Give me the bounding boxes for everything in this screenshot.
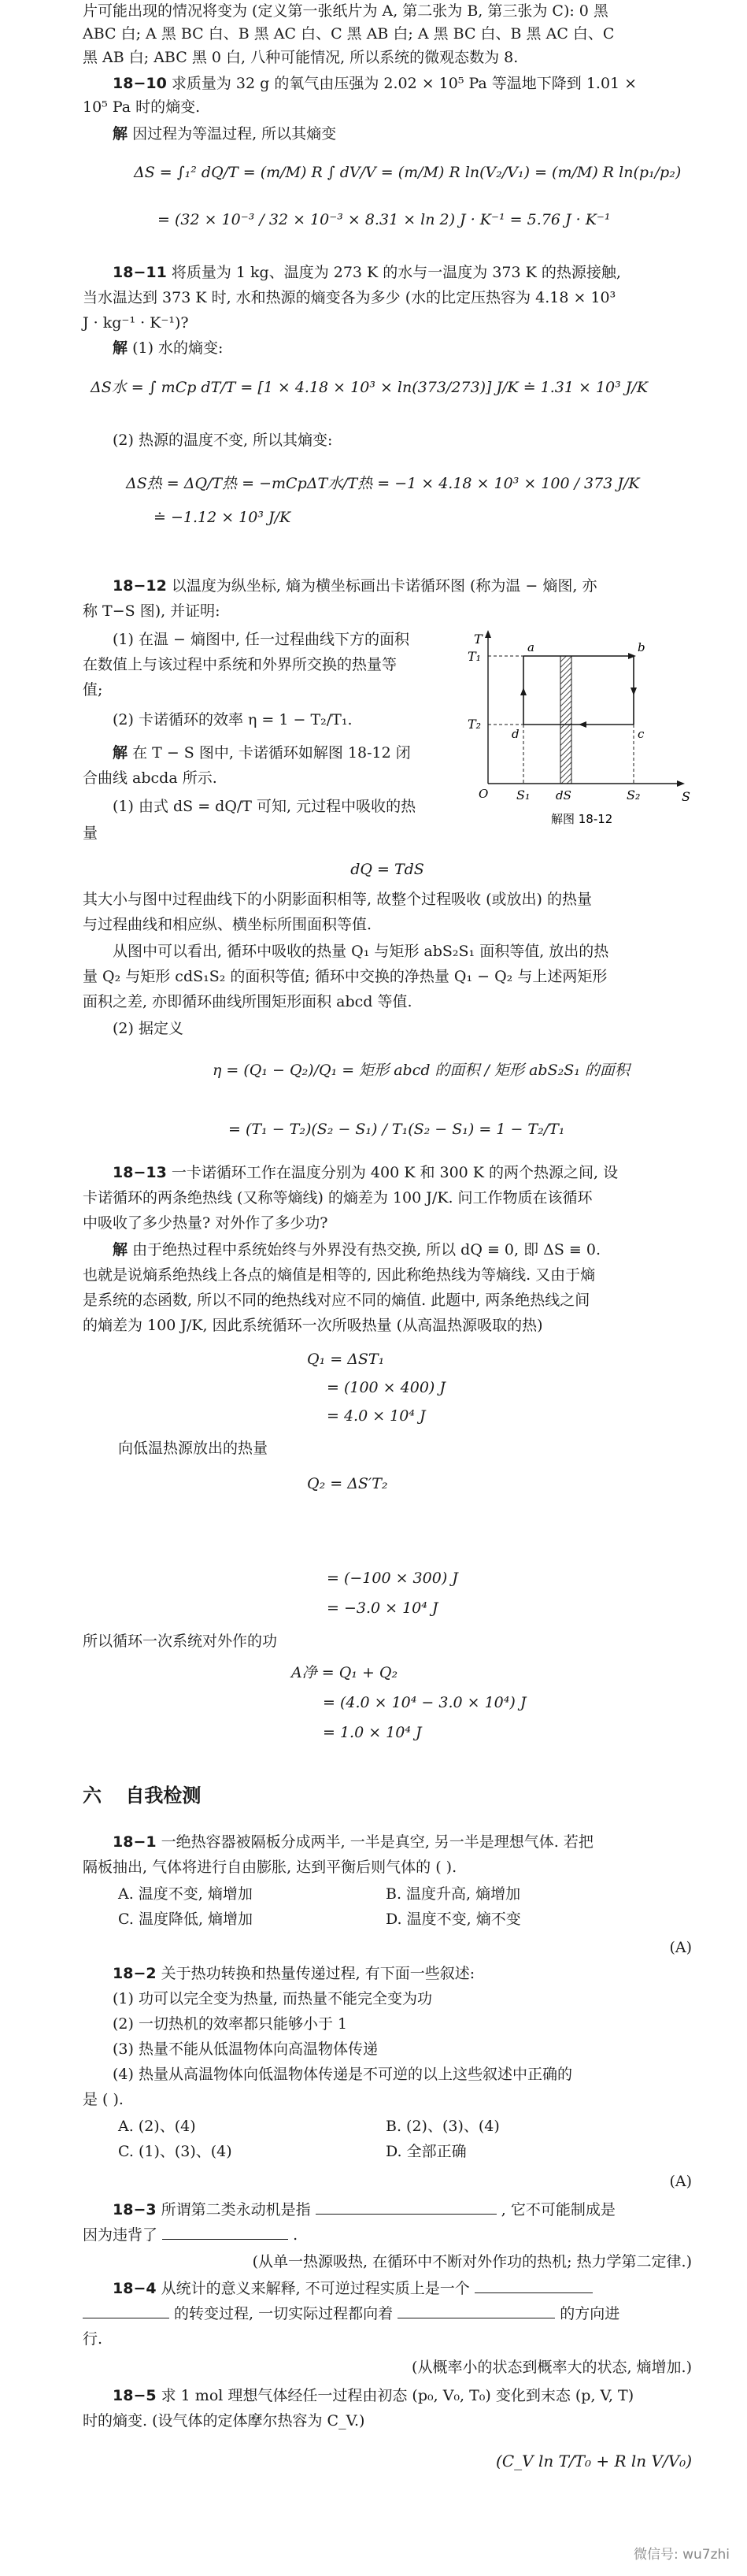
question-number: 18−3 [113, 2201, 157, 2218]
question-number: 18−1 [113, 1833, 157, 1851]
solution-label: 解 [113, 744, 128, 762]
t-axis-arrow-icon [485, 630, 491, 638]
equation: η = (Q₁ − Q₂)/Q₁ = 矩形 abcd 的面积 / 矩形 abS₂S₁ 的面积 [213, 1062, 630, 1079]
answer: (从概率小的状态到概率大的状态, 熵增加.) [412, 2359, 692, 2376]
solution-text-3: (1) 由式 dS = dQ/T 可知, 元过程中吸收的热 [113, 798, 416, 815]
problem-18-11 [83, 261, 692, 284]
arrow-da-icon [520, 688, 527, 695]
problem-number: 18−10 [113, 75, 167, 92]
paragraph: 面积之差, 亦即循环曲线所围矩形面积 abcd 等值. [83, 993, 412, 1010]
label-T: T [474, 632, 483, 647]
blank[interactable] [475, 2292, 593, 2293]
s-axis-arrow-icon [677, 780, 685, 787]
arrow-bc-icon [631, 688, 637, 695]
paragraph: 其大小与图中过程曲线下的小阴影面积相等, 故整个过程吸收 (或放出) 的热量 [83, 891, 592, 908]
equation: A净 = Q₁ + Q₂ [291, 1664, 398, 1681]
question-18-2 [83, 1963, 692, 1985]
label-T1: T₁ [468, 649, 482, 664]
solution-text-2: (2) 热源的温度不变, 所以其熵变: [113, 432, 333, 449]
problem-text: 将质量为 1 kg、温度为 273 K 的水与一温度为 373 K 的热源接触, [171, 264, 621, 281]
answer: (从单一热源吸热, 在循环中不断对外作功的热机; 热力学第二定律.) [252, 2253, 692, 2270]
question-18-3 [83, 2199, 692, 2222]
problem-text: 求质量为 32 g 的氧气由压强为 2.02 × 10⁵ Pa 等温地下降到 1.01 × [171, 75, 638, 92]
question-text-2: 时的熵变. (设气体的定体摩尔热容为 C_V.) [83, 2412, 365, 2430]
equation: = (T₁ − T₂)(S₂ − S₁) / T₁(S₂ − S₁) = 1 − T₂/T₁ [228, 1121, 565, 1138]
question-text: 关于热功转换和热量传递过程, 有下面一些叙述: [161, 1965, 475, 1982]
paragraph: 量 Q₂ 与矩形 cdS₁S₂ 的面积等值; 循环中交换的净热量 Q₁ − Q₂ 与上述两矩形 [83, 968, 608, 985]
solution-text: 也就是说熵系绝热线上各点的熵值是相等的, 因此称绝热线为等熵线. 又由于熵 [83, 1266, 596, 1284]
problem-text-2: 当水温达到 373 K 时, 水和热源的熵变各为多少 (水的比定压热容为 4.18 × 10³ [83, 289, 616, 306]
equation: ΔS热 = ΔQ/T热 = −mCpΔT水/T热 = −1 × 4.18 × 10³ × 100 / 373 J/K [126, 475, 640, 492]
problem-text-3: 中吸收了多少热量? 对外作了多少功? [83, 1214, 328, 1232]
answer: (C_V ln T/T₀ + R ln V/V₀) [496, 2452, 692, 2470]
option-b: B. 温度升高, 熵增加 [386, 1885, 521, 1903]
option-d: D. 全部正确 [386, 2143, 467, 2160]
problem-number: 18−13 [113, 1164, 167, 1181]
paragraph: 向低温热源放出的热量 [118, 1440, 268, 1457]
problem-text-3: J · kg⁻¹ · K⁻¹)? [83, 314, 189, 332]
problem-text-2: 10⁵ Pa 时的熵变. [83, 98, 201, 116]
equation: ΔS水 = ∫ mCp dT/T = [1 × 4.18 × 10³ × ln(373/273)] J/K ≐ 1.31 × 10³ J/K [91, 379, 649, 396]
label-a: a [527, 640, 534, 654]
solution-label: 解 [113, 339, 128, 357]
watermark: 微信号: wu7zhi [633, 2546, 730, 2563]
question-text: 从统计的意义来解释, 不可逆过程实质上是一个 [161, 2280, 470, 2297]
equation: ≐ −1.12 × 10³ J/K [153, 509, 291, 526]
problem-text: 以温度为纵坐标, 熵为横坐标画出卡诺循环图 (称为温 − 熵图, 亦 [171, 577, 597, 595]
ds-strip [560, 656, 571, 784]
problem-18-10 [83, 72, 692, 95]
statement-2: (2) 一切热机的效率都只能够小于 1 [113, 2015, 348, 2033]
equation: = 4.0 × 10⁴ J [327, 1407, 426, 1425]
paragraph: (2) 据定义 [113, 1020, 183, 1037]
equation: = (32 × 10⁻³ / 32 × 10⁻³ × 8.31 × ln 2) J · K⁻¹ = 5.76 J · K⁻¹ [157, 211, 611, 228]
item-2: (2) 卡诺循环的效率 η = 1 − T₂/T₁. [113, 711, 353, 728]
label-b: b [638, 640, 645, 654]
paragraph: 所以循环一次系统对外作的功 [83, 1633, 278, 1650]
solution-text: (1) 水的熵变: [132, 339, 224, 357]
question-18-1 [83, 1831, 692, 1854]
solution-18-11 [83, 337, 692, 360]
problem-18-13 [83, 1162, 692, 1184]
equation: = (4.0 × 10⁴ − 3.0 × 10⁴) J [323, 1694, 527, 1711]
solution-text: 是系统的态函数, 所以不同的绝热线对应不同的熵值. 此题中, 两条绝热线之间 [83, 1292, 590, 1309]
section-number: 六 [83, 1785, 102, 1807]
question-text-3: 行. [83, 2330, 103, 2348]
top-line-2: ABC 白; A 黑 BC 白、B 黑 AC 白、C 黑 AB 白; A 黑 BC 白、B 黑 AC 白、C [83, 25, 615, 43]
option-b: B. (2)、(3)、(4) [386, 2118, 500, 2135]
statement-3: (3) 热量不能从低温物体向高温物体传递 [113, 2040, 378, 2058]
equation: = (100 × 400) J [327, 1379, 446, 1396]
blank[interactable] [162, 2239, 288, 2240]
answer: (A) [669, 2173, 692, 2190]
label-c: c [638, 727, 645, 741]
label-S: S [682, 789, 690, 804]
problem-18-12 [83, 575, 692, 598]
question-text-2: 隔板抽出, 气体将进行自由膨胀, 达到平衡后则气体的 ( ). [83, 1859, 457, 1876]
question-text: 求 1 mol 理想气体经任一过程由初态 (p₀, V₀, T₀) 变化到末态 (p, V, T) [161, 2387, 634, 2404]
label-d: d [512, 727, 520, 741]
option-a: A. (2)、(4) [118, 2118, 196, 2135]
statement-4: (4) 热量从高温物体向低温物体传递是不可逆的以上这些叙述中正确的 [113, 2066, 572, 2083]
item-1-cont: 值; [83, 681, 103, 699]
question-text-2 [83, 2303, 692, 2326]
item-1: (1) 在温 − 熵图中, 任一过程曲线下方的面积 [113, 631, 410, 648]
label-dS: dS [556, 788, 571, 802]
label-O: O [479, 787, 489, 801]
section-heading [83, 1781, 201, 1811]
problem-text-2: 卡诺循环的两条绝热线 (又称等熵线) 的熵差为 100 J/K. 问工作物质在该循环 [83, 1189, 593, 1206]
arrow-ab-icon [628, 653, 636, 659]
question-text-2: 因为违背了 . [83, 2226, 298, 2244]
solution-text: 因过程为等温过程, 所以其熵变 [132, 125, 337, 143]
question-text: 的方向进 [560, 2305, 620, 2322]
top-line-1: 片可能出现的情况将变为 (定义第一张纸片为 A, 第二张为 B, 第三张为 C): 0 黑 [83, 2, 608, 20]
problem-text-2: 称 T−S 图), 并证明: [83, 602, 220, 620]
blank[interactable] [316, 2214, 497, 2215]
equation: Q₂ = ΔS′T₂ [307, 1475, 388, 1492]
solution-18-10 [83, 123, 692, 146]
option-c: C. 温度降低, 熵增加 [118, 1911, 253, 1928]
label-S2: S₂ [627, 788, 641, 802]
top-text [83, 0, 692, 69]
solution-text: 由于绝热过程中系统始终与外界没有热交换, 所以 dQ ≡ 0, 即 ΔS ≡ 0. [132, 1241, 601, 1258]
problem-text: 一卡诺循环工作在温度分别为 400 K 和 300 K 的两个热源之间, 设 [171, 1164, 619, 1181]
equation: Q₁ = ΔST₁ [307, 1351, 385, 1368]
question-text: 一绝热容器被隔板分成两半, 一半是真空, 另一半是理想气体. 若把 [161, 1833, 594, 1851]
answer: (A) [669, 1939, 692, 1956]
question-text: 的转变过程, 一切实际过程都向着 [174, 2305, 394, 2322]
solution-18-13 [83, 1239, 692, 1262]
item-1-cont: 在数值上与该过程中系统和外界所交换的热量等 [83, 656, 398, 673]
equation: = (−100 × 300) J [327, 1570, 458, 1587]
statement-1: (1) 功可以完全变为热量, 而热量不能完全变为功 [113, 1990, 433, 2007]
top-line-3: 黑 AB 白; ABC 黑 0 白, 八种可能情况, 所以系统的微观态数为 8. [83, 48, 519, 66]
ts-diagram [457, 626, 693, 839]
solution-text-2: 合曲线 abcda 所示. [83, 769, 217, 787]
question-text: 所谓第二类永动机是指 [161, 2201, 311, 2218]
equation: = 1.0 × 10⁴ J [323, 1724, 422, 1741]
option-a: A. 温度不变, 熵增加 [118, 1885, 253, 1903]
equation: = −3.0 × 10⁴ J [327, 1599, 438, 1617]
solution-text: 的熵差为 100 J/K, 因此系统循环一次所吸热量 (从高温热源吸取的热) [83, 1317, 543, 1334]
solution-label: 解 [113, 125, 128, 143]
equation: dQ = TdS [350, 861, 424, 878]
statement-4-cont: 是 ( ). [83, 2091, 124, 2108]
question-18-4 [83, 2278, 692, 2300]
question-text: 因为违背了 [83, 2226, 158, 2244]
question-text: , 它不可能制成是 [501, 2201, 616, 2218]
problem-number: 18−11 [113, 264, 167, 281]
equation: ΔS = ∫₁² dQ/T = (m/M) R ∫ dV/V = (m/M) R ln(V₂/V₁) = (m/M) R ln(p₁/p₂) [134, 164, 682, 181]
option-d: D. 温度不变, 熵不变 [386, 1911, 521, 1928]
arrow-cd-icon [579, 721, 586, 728]
section-title: 自我检测 [125, 1785, 202, 1807]
label-S1: S₁ [516, 788, 531, 802]
paragraph: 与过程曲线和相应纵、横坐标所围面积等值. [83, 916, 372, 933]
question-18-5 [83, 2385, 692, 2407]
solution-label: 解 [113, 1241, 128, 1258]
paragraph: 从图中可以看出, 循环中吸收的热量 Q₁ 与矩形 abS₂S₁ 面积等值, 放出的热 [113, 943, 609, 960]
figure-caption: 解图 18-12 [551, 812, 613, 826]
solution-text: 在 T − S 图中, 卡诺循环如解图 18-12 闭 [132, 744, 411, 762]
question-number: 18−4 [113, 2280, 157, 2297]
question-number: 18−2 [113, 1965, 157, 1982]
problem-number: 18−12 [113, 577, 167, 595]
label-T2: T₂ [468, 717, 482, 732]
question-number: 18−5 [113, 2387, 157, 2404]
option-c: C. (1)、(3)、(4) [118, 2143, 232, 2160]
solution-18-12 [83, 742, 448, 765]
solution-text-4: 量 [83, 825, 98, 842]
